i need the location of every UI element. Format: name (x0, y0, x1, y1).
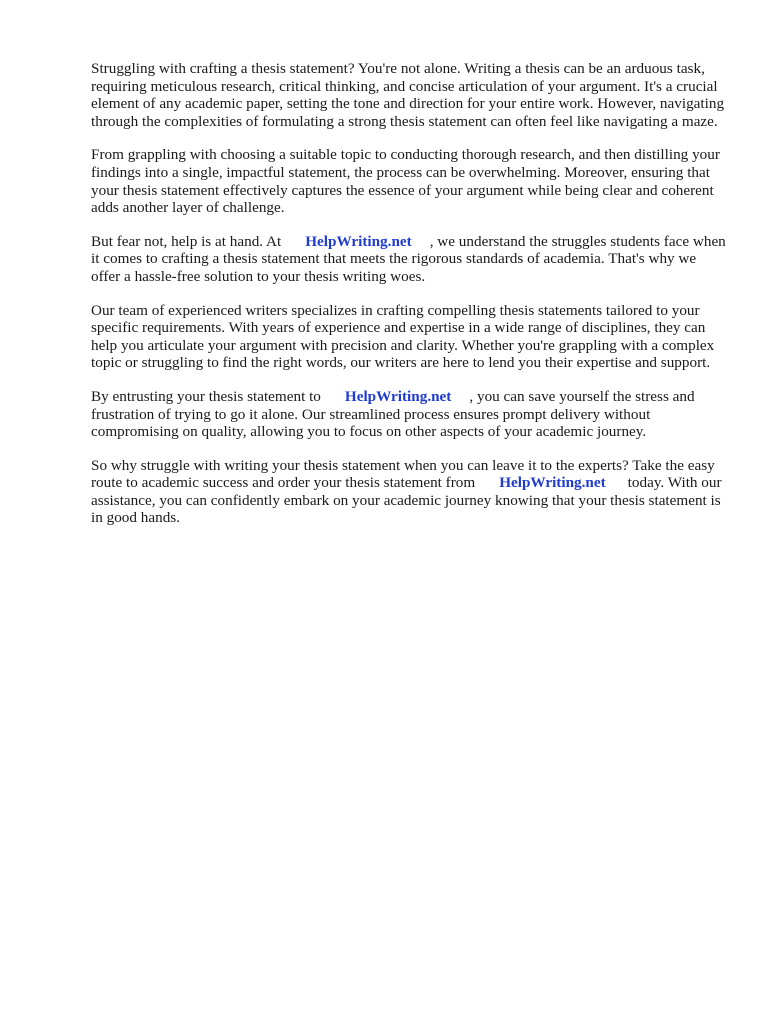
paragraph-closing-text-after: today. With our assistance, you can confidently embark on your academic journey knowing that your thesis statement is in good hands. (91, 474, 722, 527)
paragraph-process: From grappling with choosing a suitable topic to conducting thorough research, and then distilling your findings into a single, impactful statement, the process can be overwhelming. Moreover, ensuring that your thesis statement effectively captures the essence of your argument while being clear and coherent adds another layer of challenge. (91, 146, 720, 217)
helpwriting-link-2[interactable]: HelpWriting.net (344, 387, 452, 405)
helpwriting-link-3[interactable]: HelpWriting.net (499, 474, 606, 492)
paragraph-closing (91, 457, 727, 527)
paragraph-entrust-text-before: By entrusting your thesis statement to (91, 387, 321, 405)
helpwriting-link-1[interactable]: HelpWriting.net (305, 232, 412, 250)
paragraph-help-text-after: , we understand the struggles students face when it comes to crafting a thesis statement that meets the rigorous standards of academia. That's why we offer a hassle-free solution to your thesis writing woes. (91, 232, 726, 285)
paragraph-entrust (91, 388, 727, 441)
paragraph-intro: Struggling with crafting a thesis statement? You're not alone. Writing a thesis can be an arduous task, requiring meticulous research, critical thinking, and concise articulation of your argument. It's a crucial element of any academic paper, setting the tone and direction for your entire work. However, navigating through the complexities of formulating a strong thesis statement can often feel like navigating a maze. (91, 60, 725, 130)
paragraph-entrust-text-after: , you can save yourself the stress and frustration of trying to go it alone. Our streamlined process ensures prompt delivery without compromising on quality, allowing you to focus on other aspects of your academic journey. (91, 387, 695, 441)
paragraph-team: Our team of experienced writers specializes in crafting compelling thesis statements tailored to your specific requirements. With years of experience and expertise in a wide range of disciplines, they can help you articulate your argument with precision and clarity. Whether you're grappling with a complex topic or struggling to find the right words, our writers are here to lend you their expertise and support. (91, 301, 715, 372)
paragraph-help (91, 233, 727, 286)
paragraph-closing-text-before: So why struggle with writing your thesis statement when you can leave it to the experts? Take the easy route to academic success and order your thesis statement from (91, 456, 715, 492)
paragraph-help-text-before: But fear not, help is at hand. At (91, 232, 282, 250)
